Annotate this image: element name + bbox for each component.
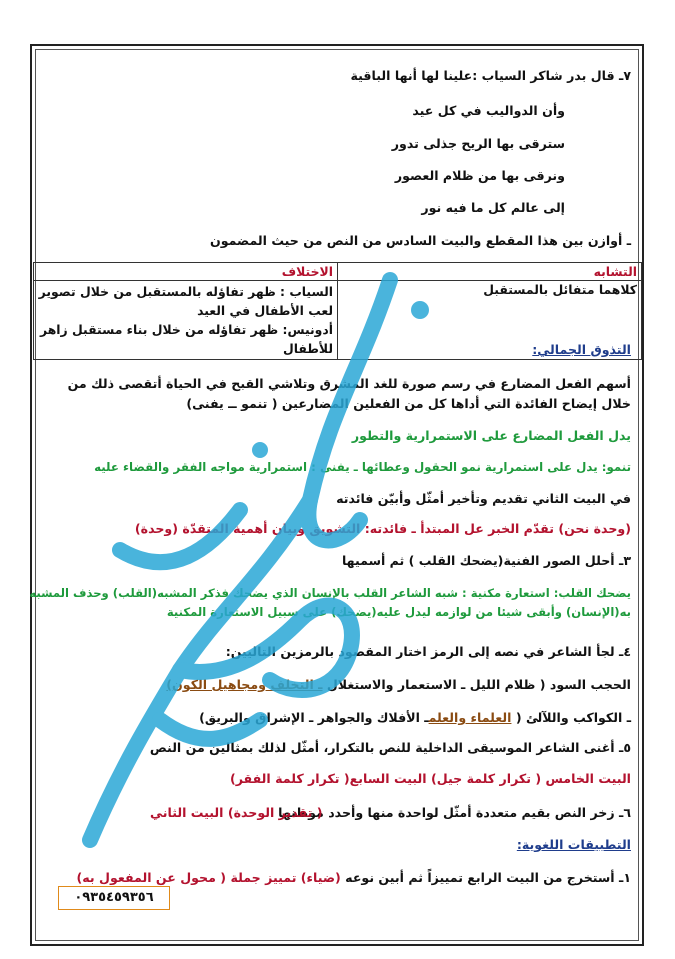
symbol-1-meanings: الحجب السود ( ظلام الليل ـ الاستعمار والاستغلال — [322, 677, 631, 692]
symbol-2-open: ـ الكواكب واللآلئ ( — [511, 710, 631, 725]
aesthetic-q3: ٣ـ أحلل الصور الفنية(يضحك القلب ) ثم أسميها — [341, 553, 631, 568]
symbol-2-rest: ـ الأفلاك والجواهر ـ الإشراق والبريق) — [199, 710, 429, 725]
aesthetic-a3-line1: يضحك القلب: استعارة مكنية : شبه الشاعر القلب بالإنسان الذي يضحك فذكر المشبه(القلب) وحذف المشبه — [29, 586, 631, 600]
aesthetic-a6: ( تقدير الوحدة) البيت الثاني — [150, 805, 323, 820]
similarity-text: كلاهما متفائل بالمستقبل — [483, 282, 637, 297]
aesthetic-q2: في البيت الثاني تقديم وتأخير أمثّل وأبيّن فائدته — [336, 491, 631, 506]
poem-verse-3: ونرقى بها من ظلام العصور — [394, 168, 565, 183]
symbol-2-answer: العلماء والعلم — [428, 710, 512, 725]
linguistic-q1 — [77, 870, 631, 885]
linguistic-q1-question: ١ـ أستخرج من البيت الرابع تمييزاً ثم أبين نوعه — [340, 870, 631, 885]
difference-header: الاختلاف — [34, 263, 338, 281]
linguistic-heading: التطبيقات اللغوية: — [516, 837, 631, 852]
symbol-1-answer: ـ التخلف ومجاهيل الكون) — [166, 677, 323, 692]
poem-question: ـ أوازن بين هذا المقطع والبيت السادس من النص من حيث المضمون — [209, 233, 631, 248]
difference-cell — [34, 281, 338, 360]
phone-number-box: ٠٩٣٥٤٥٩٣٥٦ — [58, 886, 170, 910]
aesthetic-heading: التذوق الجمالي: — [532, 342, 631, 357]
aesthetic-a3-line2: به(الإنسان) وأبقى شيئا من لوازمه ليدل عليه(يضحك) على سبيل الاستعارة المكنية — [166, 605, 631, 619]
poem-verse-4: إلى عالم كل ما فيه نور — [421, 200, 565, 215]
aesthetic-a1-line2: تنمو: يدل على استمرارية نمو الحقول وعطائها ـ يفنى : استمرارية مواجه الفقر والقضاء عليه — [94, 460, 631, 474]
poem-intro: ٧ـ قال بدر شاكر السياب :علينا لها أنها الباقية — [350, 68, 631, 83]
aesthetic-a4-line1 — [166, 677, 631, 692]
linguistic-q1-answer: (ضياء) تمييز جملة ( محول عن المفعول به) — [76, 870, 341, 885]
difference-line-1: السياب : ظهر تفاؤله بالمستقبل من خلال تصوير لعب الأطفال في العيد — [38, 284, 333, 318]
aesthetic-q1: أسهم الفعل المضارع في رسم صورة للغد المشرق وتلاشي القبح في الحياة أتقصى ذلك من خلال إيضاح الفائدة التي أداها كل من الفعلين المضارعين ( تنمو ــ يفنى) — [67, 376, 631, 411]
aesthetic-q5: ٥ـ أغنى الشاعر الموسيقى الداخلية للنص بالتكرار، أمثّل لذلك بمثالين من النص — [149, 740, 631, 755]
aesthetic-q6: ٦ـ زخر النص بقيم متعددة أمثّل لواحدة منها وأحدد موطنها — [278, 805, 631, 820]
aesthetic-a4-line2 — [199, 710, 631, 725]
aesthetic-q4: ٤ـ لجأ الشاعر في نصه إلى الرمز اختار المقصود بالرمزين التاليين: — [225, 644, 631, 659]
poem-verse-1: وأن الدواليب في كل عيد — [412, 103, 565, 118]
poem-verse-2: سترقى بها الريح جذلى تدور — [391, 136, 565, 151]
difference-line-2: أدونيس: ظهر تفاؤله من خلال بناء مستقبل زاهر للأطفال — [40, 322, 333, 356]
similarity-header: التشابه — [338, 263, 642, 281]
aesthetic-a1-line1: يدل الفعل المضارع على الاستمرارية والتطور — [351, 428, 631, 443]
aesthetic-a5: البيت الخامس ( تكرار كلمة جيل) البيت السابع( تكرار كلمة الفقر) — [229, 771, 631, 786]
aesthetic-a2: (وحدة نحن) تقدّم الخبر عل المبتدأ ـ فائدته: التشويق وبيان أهمية المتقدّة (وحدة) — [134, 521, 631, 536]
